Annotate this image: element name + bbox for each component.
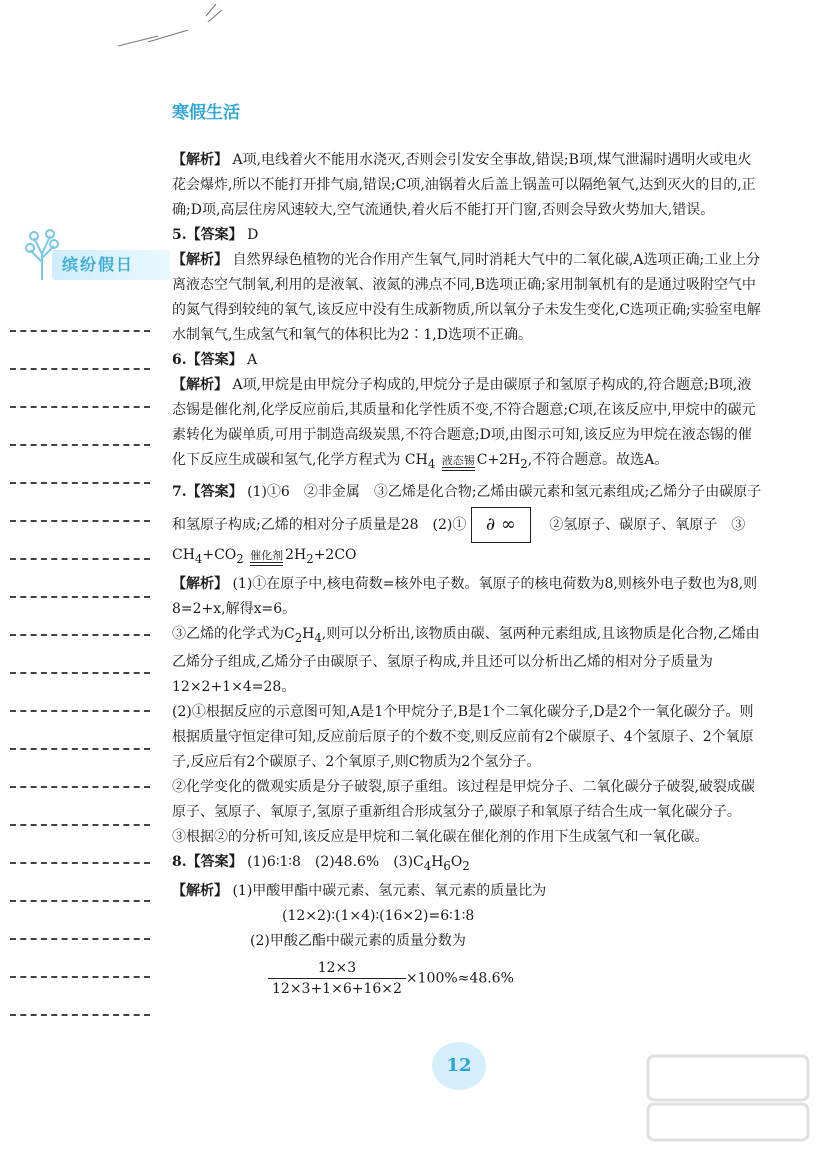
- subscript: 2: [236, 551, 244, 566]
- note-line: [10, 788, 150, 826]
- q5-answer: [172, 223, 762, 248]
- note-line: [10, 408, 150, 446]
- sidebar-banner: 缤纷假日: [52, 250, 170, 280]
- q7-answer-text: (1)①6 ②非金属 ③乙烯是化合物;乙烯由碳元素和氢元素组成;乙烯分子由碳原子和氢原子构成;乙烯的相对分子质量是28 (2)①: [172, 483, 762, 533]
- q8-label: 8.【答案】: [172, 854, 243, 871]
- equation-part: +CO: [202, 546, 237, 563]
- note-line: [10, 332, 150, 370]
- note-line: [10, 750, 150, 788]
- q8-ratio-text: (12×2)∶(1×4)∶(16×2)=6∶1∶8: [282, 908, 475, 925]
- q8-answer-text: H: [431, 854, 444, 871]
- analysis-label: 【解析】: [172, 252, 228, 268]
- q6-analysis-text: ,不符合题意。故选A。: [527, 452, 669, 468]
- note-line: [10, 978, 150, 1016]
- note-line: [10, 370, 150, 408]
- q8-fraction: [172, 958, 762, 999]
- reaction-arrow: [442, 455, 475, 471]
- q7-analysis-text: ③根据②的分析可知,该反应是甲烷和二氧化碳在催化剂的作用下生成氢气和一氧化碳。: [172, 829, 709, 846]
- q7-analysis-text: (2)①根据反应的示意图可知,A是1个甲烷分子,B是1个二氧化碳分子,D是2个一氧化碳分子。则根据质量守恒定律可知,反应前后原子的个数不变,则反应前有2个碳原子、4个氢原子、2个氧原子,反应后有2个碳原子、2个氧原子,则C物质为2个氢分子。: [172, 704, 754, 771]
- note-line: [10, 940, 150, 978]
- equation-part: +2CO: [313, 546, 357, 563]
- note-line: [10, 826, 150, 864]
- q7-analysis-text: (1)①在原子中,核电荷数=核外电子数。氧原子的核电荷数为8,则核外电子数也为8,则8=2+x,解得x=6。: [172, 575, 758, 617]
- note-line: [10, 294, 150, 332]
- subscript: 2: [520, 456, 528, 471]
- q8-ratio: [172, 904, 762, 929]
- q8-answer: [172, 850, 762, 879]
- subscript: 4: [427, 456, 436, 471]
- q8-analysis-2: [172, 929, 762, 954]
- page-title: 寒假生活: [172, 103, 240, 123]
- watermark-logo: [640, 1050, 816, 1146]
- q7-analysis-text: H: [302, 625, 315, 642]
- fraction-denominator: 12×3+1×6+16×2: [272, 981, 402, 998]
- page-number: 12: [432, 1042, 486, 1090]
- note-line: [10, 484, 150, 522]
- q8-analysis-text: (2)甲酸乙酯中碳元素的质量分数为: [250, 933, 466, 950]
- q7-analysis-text: ,则可以分析出,该物质由碳、氢两种元素组成,且该物质是化合物,乙烯由乙烯分子组成,乙烯分子由碳原子、氢原子构成,并且还可以分析出乙烯的相对分子质量为12×2+1×4=28。: [172, 625, 760, 696]
- q4-analysis-text: A项,电线着火不能用水浇灭,否则会引发安全事故,错误;B项,煤气泄漏时遇明火或电火花会爆炸,所以不能打开排气扇,错误;C项,油锅着火后盖上锅盖可以隔绝氧气,达到灭火的目的,正确;D项,高层住房风速较大,空气流通快,着火后不能打开门窗,否则会导致火势加大,错误。: [172, 152, 756, 218]
- note-line: [10, 522, 150, 560]
- fraction-result: ×100%≈48.6%: [405, 970, 514, 987]
- q4-analysis: [172, 148, 762, 223]
- note-line: [10, 902, 150, 940]
- watermark-graphic: [640, 1050, 816, 1146]
- analysis-label: 【解析】: [172, 152, 228, 168]
- q7-analysis-2: [172, 622, 762, 701]
- q7-analysis-text: ③乙烯的化学式为C: [172, 625, 295, 642]
- q6-analysis-text: C+2H: [476, 452, 521, 468]
- note-line: [10, 636, 150, 674]
- subscript: 2: [462, 859, 470, 874]
- note-line: [10, 598, 150, 636]
- note-line: [10, 864, 150, 902]
- q8-analysis-1: [172, 879, 762, 904]
- equals-bar: [250, 562, 283, 566]
- q6-label: 6.【答案】: [172, 352, 243, 368]
- mass-fraction: [268, 958, 406, 999]
- reaction-arrow: [250, 550, 283, 566]
- q7-equation: [172, 543, 762, 572]
- subscript: 4: [314, 630, 322, 645]
- q8-answer-text: (1)6∶1∶8 (2)48.6% (3)C: [247, 854, 424, 871]
- q7-answer: [172, 477, 762, 543]
- note-line: [10, 674, 150, 712]
- q5-answer-text: D: [247, 227, 259, 243]
- answer-content: [172, 148, 762, 999]
- q7-analysis-1: [172, 572, 762, 622]
- equation-part: 2H: [285, 546, 307, 563]
- q6-answer-text: A: [247, 352, 258, 368]
- q7-answer-text: ②氢原子、碳原子、氧原子 ③: [535, 516, 746, 533]
- subscript: 2: [294, 630, 303, 645]
- subscript: 6: [443, 859, 451, 874]
- q7-analysis-5: [172, 825, 762, 850]
- note-line: [10, 560, 150, 598]
- reaction-condition: 液态锡: [441, 454, 475, 467]
- q5-analysis: [172, 248, 762, 348]
- note-line: [10, 712, 150, 750]
- analysis-label: 【解析】: [172, 883, 228, 900]
- reaction-condition: 催化剂: [250, 548, 284, 562]
- q6-analysis-text: A项,甲烷是由甲烷分子构成的,甲烷分子是由碳原子和氢原子构成的,符合题意;B项,液态锡是催化剂,化学反应前后,其质量和化学性质不变,不符合题意;C项,在该反应中,甲烷中的碳元素转化为碳单质,可用于制造高级炭黑,不符合题意;D项,由图示可知,该反应为甲烷在液态锡的催化下反应生成碳和氢气,化学方程式为 CH: [172, 377, 756, 468]
- q6-analysis: [172, 373, 762, 477]
- molecule-diagram: ∂ ∞: [471, 507, 531, 543]
- q5-label: 5.【答案】: [172, 227, 243, 243]
- equation-part: CH: [172, 546, 195, 563]
- q6-answer: [172, 348, 762, 373]
- q7-analysis-text: ②化学变化的微观实质是分子破裂,原子重组。该过程是甲烷分子、二氧化碳分子破裂,破裂成碳原子、氢原子、氧原子,氢原子重新组合形成氢分子,碳原子和氧原子结合生成一氧化碳分子。: [172, 779, 755, 821]
- fraction-numerator: 12×3: [268, 958, 406, 979]
- analysis-label: 【解析】: [172, 575, 228, 592]
- subscript: 2: [306, 551, 314, 566]
- q8-answer-text: O: [450, 854, 463, 871]
- decorative-lines: [118, 2, 228, 52]
- q8-analysis-text: (1)甲酸甲酯中碳元素、氢元素、氧元素的质量比为: [232, 883, 547, 900]
- equals-bar: [442, 467, 475, 471]
- note-line: [10, 446, 150, 484]
- q7-analysis-4: [172, 775, 762, 825]
- subscript: 4: [423, 859, 432, 874]
- analysis-label: 【解析】: [172, 377, 228, 393]
- q7-analysis-3: [172, 700, 762, 775]
- left-margin: [0, 0, 160, 1151]
- subscript: 4: [194, 551, 203, 566]
- note-lines: [10, 294, 150, 1016]
- q7-label: 7.【答案】: [172, 483, 243, 500]
- q5-analysis-text: 自然界绿色植物的光合作用产生氧气,同时消耗大气中的二氧化碳,A选项正确;工业上分离液态空气制氧,利用的是液氧、液氮的沸点不同,B选项正确;家用制氧机有的是通过吸附空气中的氮气得到较纯的氧气,该反应中没有生成新物质,所以氧分子未发生变化,C选项正确;实验室电解水制氧气,生成氢气和氧气的体积比为2∶1,D选项不正确。: [172, 252, 761, 343]
